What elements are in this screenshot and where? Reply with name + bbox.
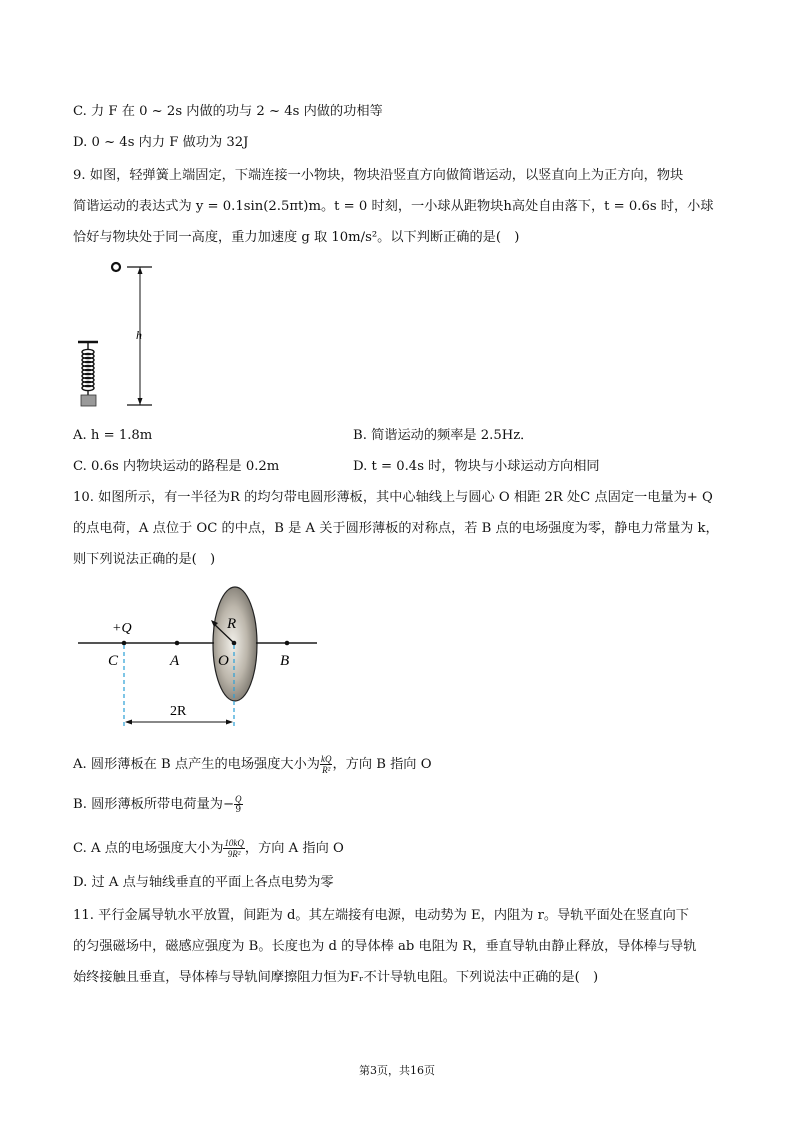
q10-option-d: D. 过 A 点与轴线垂直的平面上各点电势为零 xyxy=(73,875,334,890)
q8-option-c: C. 力 F 在 0 ~ 2s 内做的功与 2 ~ 4s 内做的功相等 xyxy=(73,104,383,119)
q9-stem-line1: 9. 如图，轻弹簧上端固定，下端连接一小物块，物块沿竖直方向做简谐运动，以竖直向上为正方向，物块 xyxy=(73,168,684,183)
label-2r: 2R xyxy=(170,704,187,719)
page-footer: 第3页，共16页 xyxy=(359,1064,435,1077)
height-label-h: h xyxy=(136,328,142,342)
q9-spring-figure xyxy=(70,258,180,413)
q11-stem-line1: 11. 平行金属导轨水平放置，间距为 d。其左端接有电源，电动势为 E，内阻为 r。导轨平面处在竖直向下 xyxy=(73,908,689,923)
q10-disk-figure xyxy=(70,583,330,733)
q10-stem-line2: 的点电荷，A 点位于 OC 的中点，B 是 A 关于圆形薄板的对称点，若 B 点的电场强度为零，静电力常量为 k， xyxy=(73,521,719,536)
q11-stem-line2: 的匀强磁场中，磁感应强度为 B。长度也为 d 的导体棒 ab 电阻为 R，垂直导轨由静止释放，导体棒与导轨 xyxy=(73,939,697,954)
label-r: R xyxy=(227,616,237,632)
label-a: A xyxy=(170,653,180,669)
q9-option-c: C. 0.6s 内物块运动的路程是 0.2m xyxy=(73,459,280,474)
q10-stem-line3: 则下列说法正确的是( ) xyxy=(73,552,216,567)
q9-option-d: D. t = 0.4s 时，物块与小球运动方向相同 xyxy=(353,459,600,474)
label-c: C xyxy=(108,653,119,669)
label-plus-q: +Q xyxy=(112,621,132,636)
spring xyxy=(82,343,94,395)
label-b: B xyxy=(280,653,290,669)
q9-option-a: A. h = 1.8m xyxy=(73,428,153,443)
q11-stem-line3: 始终接触且垂直，导体棒与导轨间摩擦阻力恒为Fᵣ不计导轨电阻。下列说法中正确的是( ) xyxy=(73,970,599,985)
falling-ball xyxy=(112,263,120,271)
label-o: O xyxy=(218,653,229,669)
block xyxy=(81,395,96,406)
q8-option-d: D. 0 ~ 4s 内力 F 做功为 32J xyxy=(73,135,249,150)
q10-option-a: A. 圆形薄板在 B 点产生的电场强度大小为 $\frac{kQ}{\text{R²}}$ ，方向 B 指向 O xyxy=(73,754,432,775)
q9-option-b: B. 简谐运动的频率是 2.5Hz． xyxy=(353,428,534,443)
q10-option-b: B. 圆形薄板所带电荷量为− $\frac{Q}{9}$ xyxy=(73,794,242,815)
q9-stem-line2: 简谐运动的表达式为 y = 0.1sin(2.5πt)m。t = 0 时刻，一小球从距物块h高处自由落下，t = 0.6s 时，小球 xyxy=(73,199,714,214)
q9-stem-line3: 恰好与物块处于同一高度，重力加速度 g 取 10m/s²。以下判断正确的是( ) xyxy=(73,230,520,245)
q10-option-c: C. A 点的电场强度大小为 $\frac{10kQ}{\text{9R²}}$ ，方向 A 指向 O xyxy=(73,838,344,859)
q10-stem-line1: 10. 如图所示，有一半径为R 的均匀带电圆形薄板，其中心轴线上与圆心 O 相距 2R 处C 点固定一电量为+ Q xyxy=(73,490,713,505)
